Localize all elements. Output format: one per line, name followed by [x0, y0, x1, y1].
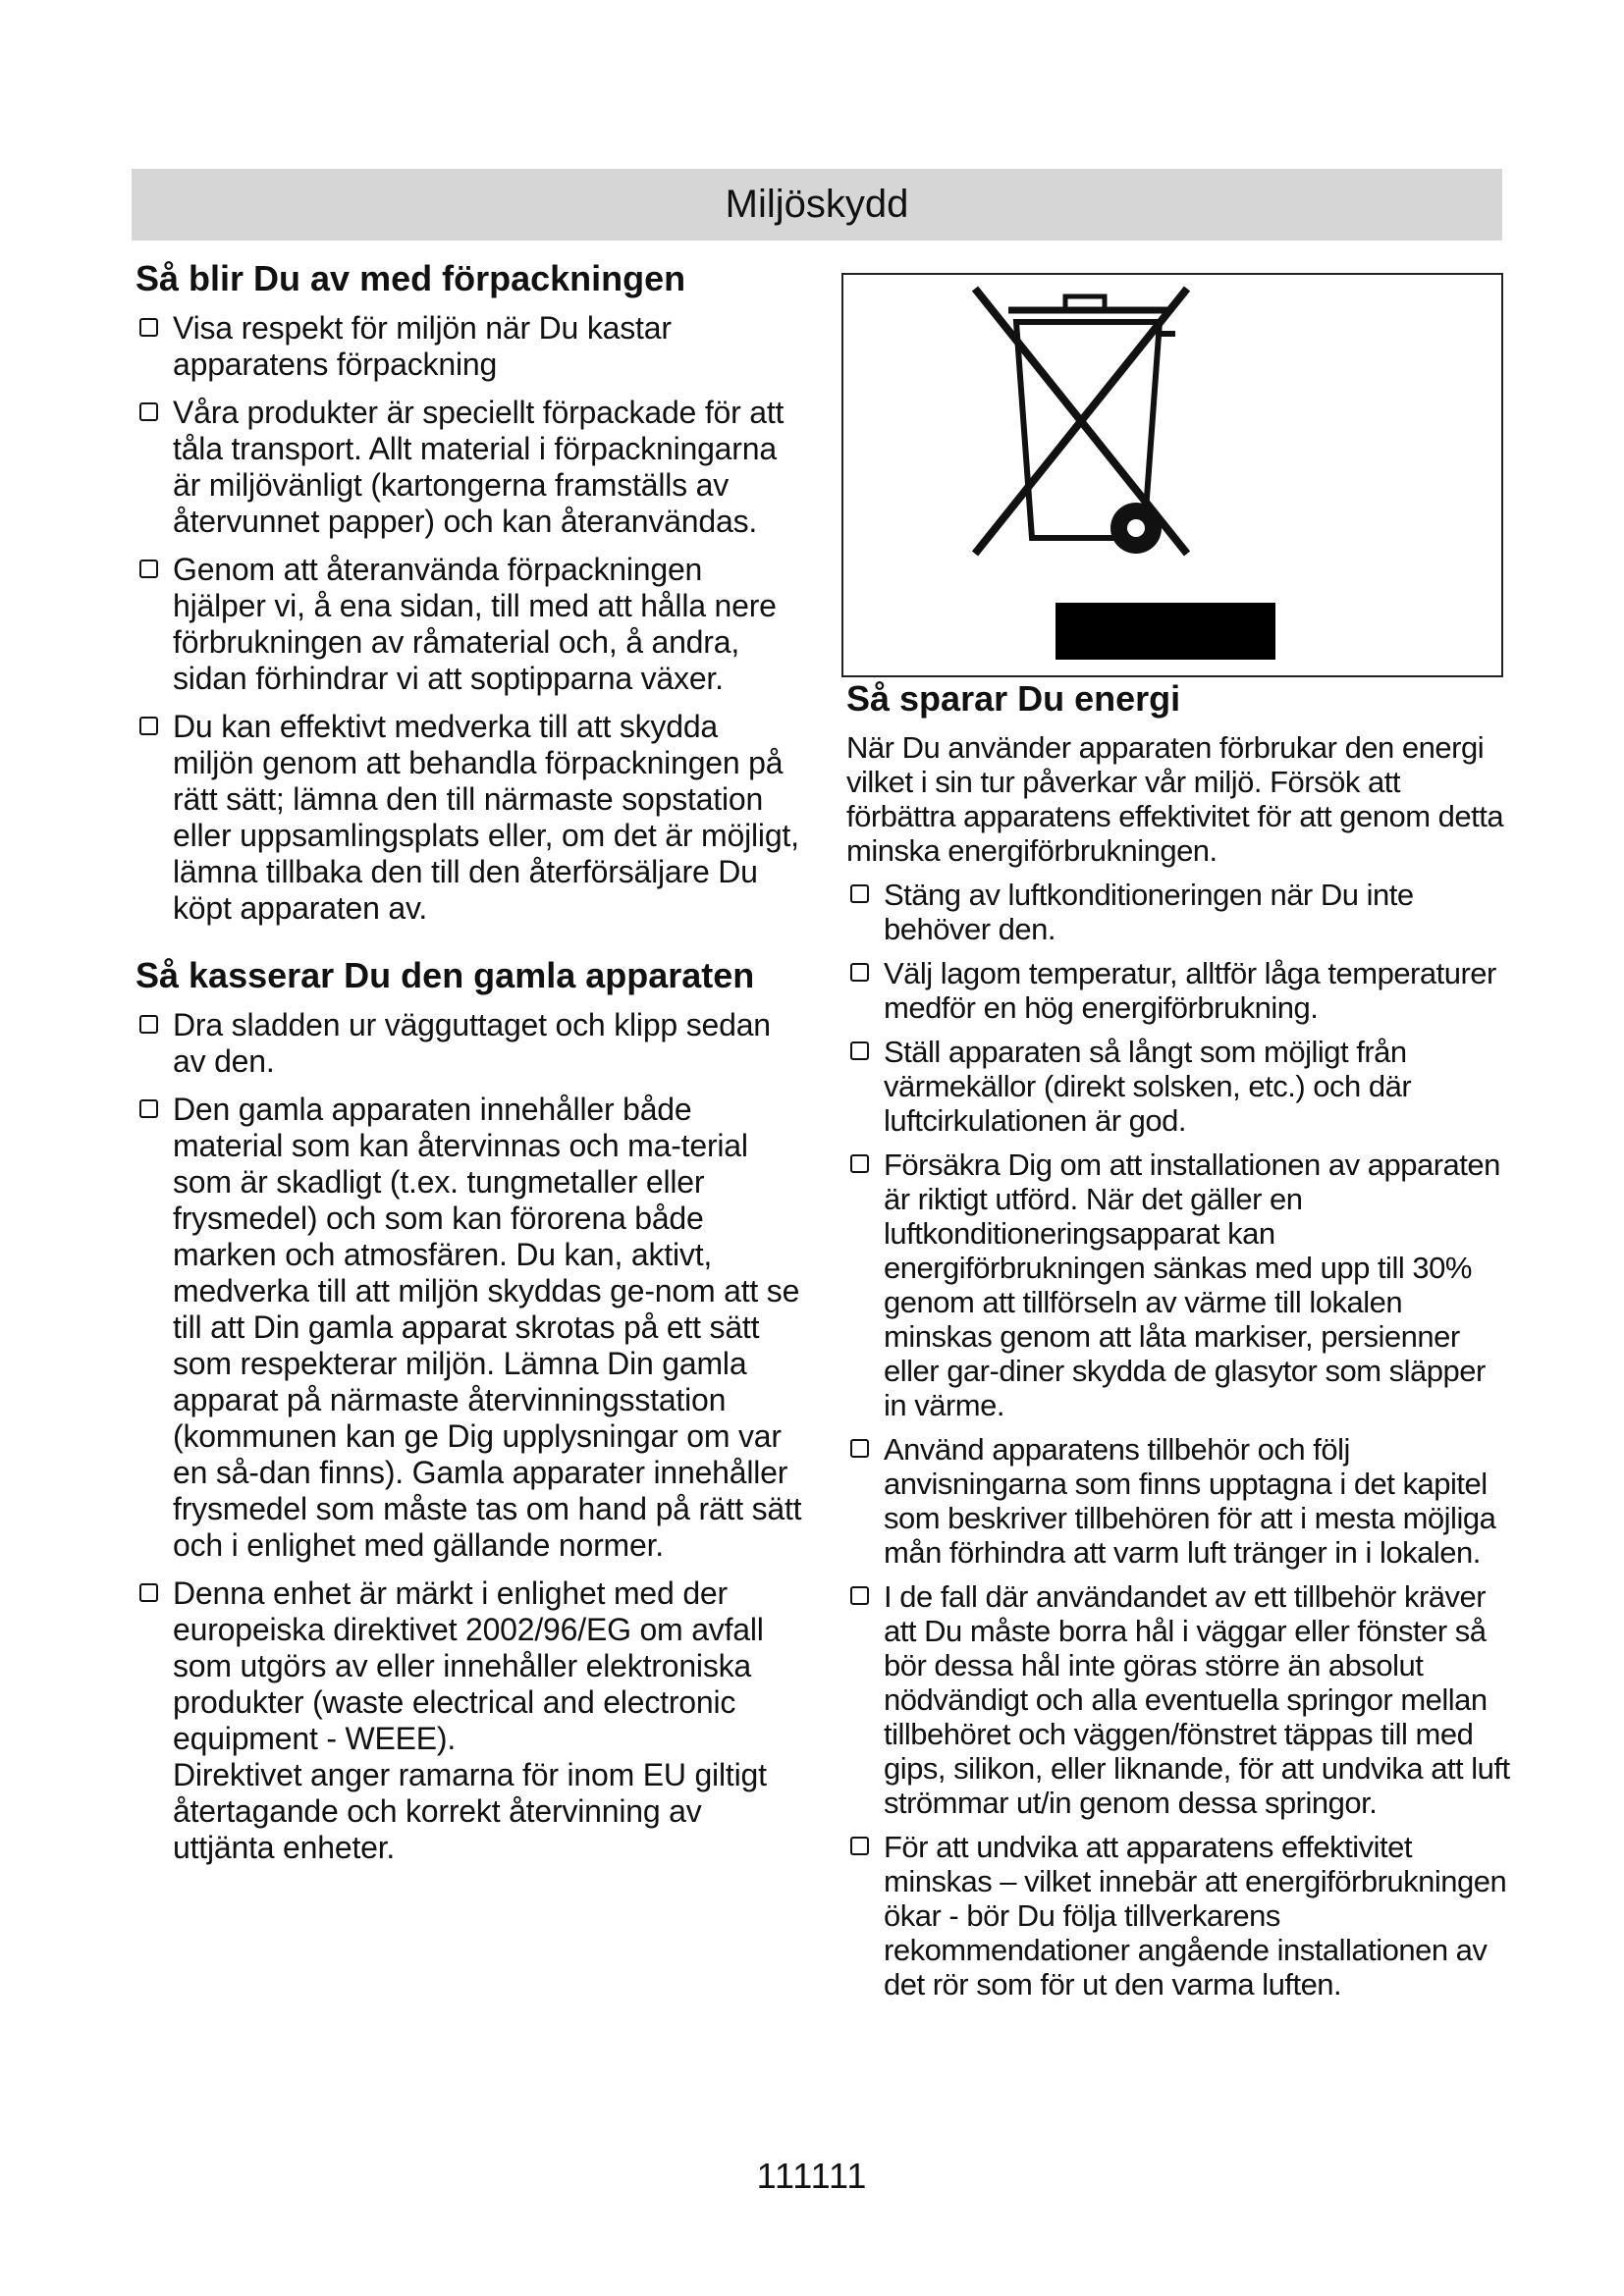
- list-item: För att undvika att apparatens effektivitet minskas – vilket innebär att energiförbrukningen ökar - bör Du följa tillverkarens rekommendationer angående installationen av det rör som för ut den varma luften.: [846, 1830, 1510, 2002]
- packaging-list: [135, 310, 803, 927]
- list-item: Visa respekt för miljön när Du kastar apparatens förpackning: [135, 310, 803, 383]
- list-item: Våra produkter är speciellt förpackade för att tåla transport. Allt material i förpackningarna är miljövänligt (kartongerna framställs av återvunnet papper) och kan återanvändas.: [135, 395, 803, 540]
- energy-intro: När Du använder apparaten förbrukar den energi vilket i sin tur påverkar vår miljö. Försök att förbättra apparatens effektivitet för att genom detta minska energiförbrukningen.: [846, 730, 1504, 868]
- checkbox-bullet-icon: [139, 717, 158, 735]
- weee-symbol-box: [841, 273, 1503, 677]
- list-item: I de fall där användandet av ett tillbehör kräver att Du måste borra hål i väggar eller fönster så bör dessa hål inte göras större än absolut nödvändigt och alla eventuella springor mellan tillbehöret och väggen/fönstret täppas till med gips, silikon, eller liknande, för att undvika att luft strömmar ut/in genom dessa springor.: [846, 1579, 1510, 1820]
- section-title-disposal: Så kasserar Du den gamla apparaten: [135, 955, 755, 995]
- checkbox-bullet-icon: [850, 1041, 869, 1060]
- directive-note: Direktivet anger ramarna för inom EU giltigt återtagande och korrekt återvinning av uttjänta enheter.: [173, 1757, 767, 1865]
- checkbox-bullet-icon: [139, 560, 158, 578]
- checkbox-bullet-icon: [139, 402, 158, 421]
- checkbox-bullet-icon: [850, 884, 869, 903]
- list-item: Den gamla apparaten innehåller både material som kan återvinnas och ma-terial som är skadligt (t.ex. tungmetaller eller frysmedel) och som kan förorena både marken och atmosfären. Du kan, aktivt, medverka till att miljön skyddas ge-nom att se till att Din gamla apparat skrotas på ett sätt som respekterar miljön. Lämna Din gamla apparat på närmaste återvinningsstation (kommunen kan ge Dig upplysningar om var en så-dan finns). Gamla apparater innehåller frysmedel som måste tas om hand på rätt sätt och i enlighet med gällande normer.: [135, 1092, 803, 1564]
- energy-list: [846, 878, 1510, 2002]
- left-column: [135, 257, 803, 1878]
- list-item: Välj lagom temperatur, alltför låga temperaturer medför en hög energiförbrukning.: [846, 956, 1510, 1025]
- section-title-energy: Så sparar Du energi: [846, 678, 1181, 719]
- list-item: Du kan effektivt medverka till att skydda miljön genom att behandla förpackningen på rätt sätt; lämna den till närmaste sopstation eller uppsamlingsplats eller, om det är möjligt, lämna tillbaka den till den återförsäljare Du köpt apparaten av.: [135, 709, 803, 927]
- checkbox-bullet-icon: [850, 1837, 869, 1855]
- crossed-out-wheelie-bin-icon: [843, 275, 1501, 675]
- checkbox-bullet-icon: [139, 1099, 158, 1118]
- list-item: Använd apparatens tillbehör och följ anvisningarna som finns upptagna i det kapitel som beskriver tillbehören för att i mesta möjliga mån förhindra att varm luft tränger in i lokalen.: [846, 1432, 1510, 1570]
- list-item: Stäng av luftkonditioneringen när Du inte behöver den.: [846, 878, 1510, 946]
- checkbox-bullet-icon: [850, 963, 869, 982]
- checkbox-bullet-icon: [139, 1015, 158, 1034]
- page-title: Miljöskydd: [725, 183, 909, 226]
- disposal-list: [135, 1007, 803, 1866]
- page-number: 111111: [756, 2156, 868, 2196]
- checkbox-bullet-icon: [850, 1586, 869, 1605]
- checkbox-bullet-icon: [850, 1154, 869, 1173]
- checkbox-bullet-icon: [139, 318, 158, 337]
- right-column: [846, 677, 1510, 2011]
- checkbox-bullet-icon: [850, 1439, 869, 1458]
- list-item: Ställ apparaten så långt som möjligt från värmekällor (direkt solsken, etc.) och där luftcirkulationen är god.: [846, 1035, 1510, 1138]
- checkbox-bullet-icon: [139, 1583, 158, 1602]
- list-item: Försäkra Dig om att installationen av apparaten är riktigt utförd. När det gäller en luftkonditioneringsapparat kan energiförbrukningen sänkas med upp till 30% genom att tillförseln av värme till lokalen minskas genom att låta markiser, persienner eller gar-diner skydda de glasytor som släpper in värme.: [846, 1148, 1510, 1422]
- list-item: Genom att återanvända förpackningen hjälper vi, å ena sidan, till med att hålla nere förbrukningen av råmaterial och, å andra, sidan förhindrar vi att soptipparna växer.: [135, 552, 803, 697]
- page-title-banner: [132, 169, 1502, 240]
- section-title-packaging: Så blir Du av med förpackningen: [135, 258, 686, 298]
- list-item: Dra sladden ur vägguttaget och klipp sedan av den.: [135, 1007, 803, 1080]
- list-item: Denna enhet är märkt i enlighet med der europeiska direktivet 2002/96/EG om avfall som utgörs av eller innehåller elektroniska produkter (waste electrical and electronic equipment - WEEE). Direktivet anger ramarna för inom EU giltigt återtagande och korrekt återvinning av uttjänta enheter.: [135, 1575, 803, 1866]
